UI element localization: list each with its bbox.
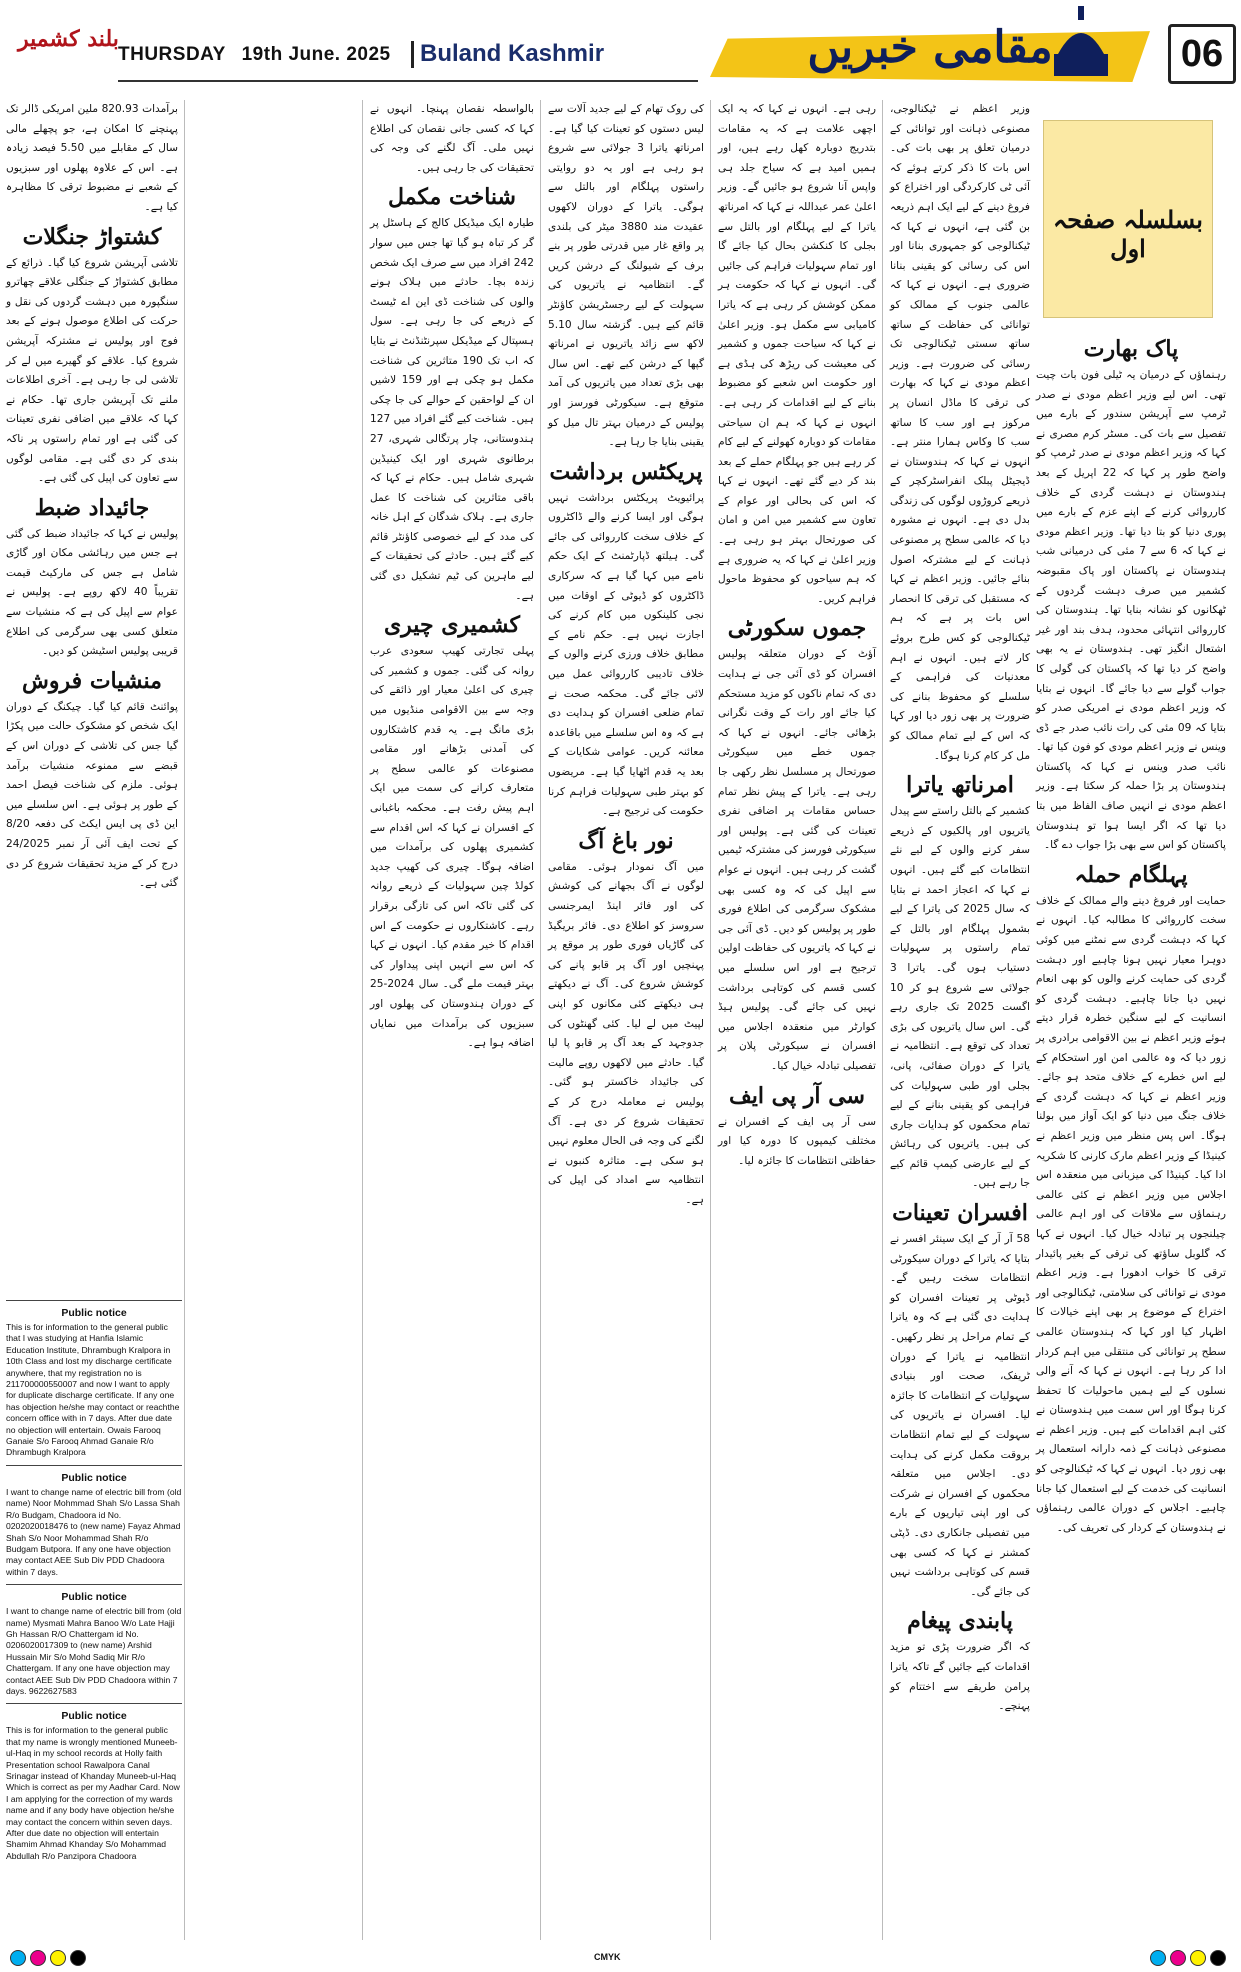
notice-title: Public notice [61, 1591, 127, 1604]
headline-pahalgam: پہلگام حملہ [1074, 861, 1188, 888]
headline-message: پابندی پیغام [907, 1608, 1013, 1635]
headline-property: جائیداد ضبط [34, 494, 150, 521]
article-text: برآمدات 820.93 ملین امریکی ڈالر تک پہنچنے کا امکان ہے، جو پچھلے مالی سال کے مقابلے میں 5.50 فیصد زیادہ ہے۔ اس کے علاوہ پھلوں اور سبزیوں کے شعبے نے مضبوط ترقی کا مظاہرہ کیا ہے۔ [6, 103, 178, 213]
newspaper-logo: بلند کشمیر [18, 26, 119, 52]
notice-body: I want to change name of electric bill from (old name) Noor Mohmmad Shah S/o Lassa Shah R/o Budgam, Chadoora id No. 0202020018476 to (new name) Fayaz Ahmad Shah S/o Noor Mohammad Shah R/o Budgam Butpora. If any one have objection may contact AEE Sub Div PDD Chadoora within 7 days. [6, 1486, 182, 1577]
article-text: پرائیویٹ پریکٹس برداشت نہیں ہوگی اور ایسا کرنے والے ڈاکٹروں کے خلاف سخت کارروائی کی جائے گی۔ ہیلتھ ڈپارٹمنٹ کے ایک حکم نامے میں کہا گیا ہے کہ سرکاری ڈاکٹروں کو ڈیوٹی کے اوقات میں نجی کلینکوں میں کام کرنے کی اجازت نہیں ہے۔ حکم نامے کے مطابق خلاف ورزی کرنے والوں کے خلاف تادیبی کارروائی عمل میں لائی جائے گی۔ محکمہ صحت نے تمام ضلعی افسران کو ہدایت دی ہے کہ وہ اس سلسلے میں باقاعدہ معائنہ کریں۔ عوامی شکایات کے بعد یہ قدم اٹھایا گیا ہے۔ مریضوں کو بہتر طبی سہولیات فراہم کرنا حکومت کی ترجیح ہے۔ [548, 491, 704, 818]
article-text: پولیس نے کہا کہ جائیداد ضبط کی گئی ہے جس میں رہائشی مکان اور گاڑی شامل ہے جس کی مارکیٹ قیمت تقریباً 40 لاکھ روپے ہے۔ پولیس نے عوام سے اپیل کی ہے کہ منشیات سے متعلق کسی بھی سرگرمی کی اطلاع قریبی پولیس اسٹیشن کو دیں۔ [6, 527, 178, 658]
black-swatch [70, 1950, 86, 1966]
page-number: 06 [1168, 24, 1236, 84]
public-notice [6, 1584, 182, 1703]
continuation-title: بسلسلہ صفحہ اول [1053, 205, 1203, 263]
masthead [0, 0, 1241, 96]
article-text: آؤٹ کے دوران متعلقہ پولیس افسران کو ڈی آئی جی نے ہدایت دی کہ تمام ناکوں کو مزید مستحکم کیا جائے اور رات کے وقت نگرانی بڑھائی جائے۔ انہوں نے کہا کہ جموں خطے میں سیکورٹی صورتحال پر مسلسل نظر رکھی جا رہی ہے۔ یاترا کے پیش نظر تمام حساس مقامات پر اضافی نفری تعینات کی گئی ہے۔ پولیس اور سیکورٹی فورسز کی مشترکہ ٹیمیں گشت کر رہی ہیں۔ انہوں نے عوام سے اپیل کی کہ وہ کسی بھی مشکوک سرگرمی کی اطلاع فوری طور پر پولیس کو دیں۔ ڈی آئی جی نے کہا کہ یاتریوں کی حفاظت اولین ترجیح ہے اور اس سلسلے میں کسی قسم کی کوتاہی برداشت نہیں کی جائے گی۔ پولیس ہیڈ کوارٹر میں منعقدہ اجلاس میں افسران نے سیکورٹی پلان پر تفصیلی تبادلہ خیال کیا۔ [718, 648, 876, 1072]
notice-body: This is for information to the general public that my name is wrongly mentioned Muneeb-ul-Haq in my school records at Holly faith Presentation school Rawalpora Canal Srinagar instead of Khanday Muneeb-ul-Haq Which is correct as per my Aadhar Card. Now I am applying for the correction of my wards name and if any body have objection he/she may contact the concern within seven days. After due date no objection will entertain Shamim Ahmad Khanday S/o Mohammad Abdullah R/o Panzipora Chadoora [6, 1725, 180, 1861]
notice-title: Public notice [61, 1471, 127, 1484]
article-text: بالواسطہ نقصان پہنچا۔ انہوں نے کہا کہ کسی جانی نقصان کی اطلاع نہیں ملی۔ آگ لگنے کی وجہ کی تحقیقات کی جا رہی ہیں۔ [370, 103, 534, 174]
notice-title: Public notice [61, 1307, 127, 1319]
headline-jammu-security: جموں سکورٹی [727, 615, 867, 642]
headline-cherry: کشمیری چیری [383, 612, 521, 639]
article-text: میں آگ نمودار ہوئی۔ مقامی لوگوں نے آگ بجھانے کی کوشش کی اور فائر اینڈ ایمرجنسی سروسز کو اطلاع دی۔ فائر بریگیڈ کی گاڑیاں فوری طور پر موقع پر پہنچیں اور آگ پر قابو پانے کی کوشش شروع کی۔ آگ نے دیکھتے ہی دیکھتے کئی مکانوں کو اپنی لپیٹ میں لے لیا۔ کئی گھنٹوں کی جدوجہد کے بعد آگ پر قابو پا لیا گیا۔ حادثے میں لاکھوں روپے مالیت کی جائیداد خاکستر ہو گئی۔ پولیس نے معاملہ درج کر کے تحقیقات شروع کر دی ہے۔ آگ لگنے کی وجہ فی الحال معلوم نہیں ہو سکی ہے۔ متاثرہ کنبوں نے انتظامیہ سے امداد کی اپیل کی ہے۔ [548, 860, 704, 1206]
article-text: طیارہ ایک میڈیکل کالج کے ہاسٹل پر گر کر تباہ ہو گیا تھا جس میں سوار 242 افراد میں سے صرف ایک شخص زندہ بچا۔ حادثے میں ہلاک ہونے والوں کی شناخت ڈی این اے ٹیسٹ کے ذریعے کی جا رہی ہے۔ سول ہسپتال کے میڈیکل سپرنٹنڈنٹ نے بتایا کہ اب تک 190 متاثرین کی شناخت مکمل ہو چکی ہے اور 159 لاشیں ان کے لواحقین کے حوالے کی جا چکی ہیں۔ شناخت کیے گئے افراد میں 127 ہندوستانی، چار پرتگالی شہری، 27 برطانوی شہری اور ایک کینیڈین شہری شامل ہیں۔ حکام نے کہا کہ باقی متاثرین کی شناخت کا عمل جاری ہے۔ ہلاک شدگان کے اہل خانہ کی مدد کے لیے خصوصی کاؤنٹر قائم کیے گئے ہیں۔ حادثے کی تحقیقات کے لیے ماہرین کی ٹیم تشکیل دی گئی ہے۔ [370, 217, 535, 602]
article-text: حمایت اور فروغ دینے والے ممالک کے خلاف سخت کارروائی کا مطالبہ کیا۔ انہوں نے کہا کہ دہشت گردی سے نمٹنے میں کوئی دوہرا معیار نہیں ہونا چاہیے اور دہشت گردی کی حمایت کرنے والوں کو بھی انعام نہیں دیا جانا چاہیے۔ دہشت گردی کو انسانیت کے لیے سنگین خطرہ قرار دیتے ہوئے وزیر اعظم نے بین الاقوامی برادری پر زور دیا کہ وہ عالمی امن اور استحکام کے لیے اس خطرے کے خلاف متحد ہو جائے۔ وزیر اعظم نے کہا کہ دہشت گردی کے خلاف جنگ میں دنیا کو ایک آواز میں بولنا ہوگا۔ اس پس منظر میں وزیر اعظم نے کینیڈا کے وزیر اعظم مارک کارنی کا شکریہ ادا کیا۔ کینیڈا کی میزبانی میں منعقدہ اس اجلاس میں وزیر اعظم نے کئی عالمی رہنماؤں سے ملاقات کی اور اہم عالمی چیلنجوں پر تبادلہ خیال کیا۔ انہوں نے کہا کہ گلوبل ساؤتھ کی ترقی کے بغیر پائیدار ترقی کا خواب ادھورا ہے۔ وزیر اعظم مودی نے توانائی کی سلامتی، ٹیکنالوجی اور اختراع کے موضوع پر بھی اپنے خیالات کا اظہار کیا اور کہا کہ ہندوستان عالمی سطح پر توانائی کی منتقلی میں اہم کردار ادا کر رہا ہے۔ انہوں نے کہا کہ آنے والی نسلوں کے لیے ہمیں ماحولیات کا تحفظ کرنا ہوگا اور اس سمت میں ہندوستان نے کئی اہم اقدامات کیے ہیں۔ وزیر اعظم نے مصنوعی ذہانت کے ذمہ دارانہ استعمال پر بھی زور دیا۔ انہوں نے کہا کہ ٹیکنالوجی کو انسانیت کی خدمت کے لیے استعمال کیا جانا چاہیے۔ اجلاس کے دوران عالمی رہنماؤں نے ہندوستان کے کردار کی تعریف کی۔ [1036, 894, 1226, 1534]
article-text: کہ اگر ضرورت پڑی تو مزید اقدامات کیے جائیں گے تاکہ یاترا پرامن طریقے سے اختتام کو پہنچے۔ [890, 1641, 1030, 1713]
issue-date [118, 44, 401, 66]
article-text: سی آر پی ایف کے افسران نے مختلف کیمپوں کا دورہ کیا اور حفاظتی انتظامات کا جائزہ لیا۔ [718, 1115, 876, 1167]
public-notice [6, 1300, 182, 1465]
notice-body: I want to change name of electric bill from (old name) Mysmati Mahra Banoo W/o Late Hajji Gh Hassan R/O Chattergam id No. 0206020017309 to (new name) Arshid Hussain Mir S/o Mohd Sadiq Mir R/o Chattergam. If any one have objection may contact AEE Sub Div PDD Chadoora within 7 days. 9622627583 [6, 1606, 182, 1696]
article-column-5 [370, 100, 534, 1054]
headline-practice: پریکٹس برداشت [549, 458, 703, 485]
cyan-swatch [1150, 1950, 1166, 1966]
article-column-2 [890, 100, 1030, 1717]
headline-officers: افسران تعینات [892, 1200, 1028, 1227]
yellow-swatch [1190, 1950, 1206, 1966]
headline-identification: شناخت مکمل [388, 184, 516, 211]
article-column-6 [6, 100, 178, 894]
public-notice [6, 1465, 182, 1584]
article-text: تلاشی آپریشن شروع کیا گیا۔ ذرائع کے مطابق کشتواڑ کے جنگلی علاقے چھاترو سنگپورہ میں دہشت گردوں کی نقل و حرکت کی اطلاع موصول ہونے کے بعد فوج اور پولیس نے مشترکہ آپریشن شروع کیا۔ علاقے کو گھیرے میں لے کر تلاشی لی جا رہی ہے۔ آخری اطلاعات ملنے تک آپریشن جاری تھا۔ حکام نے کہا کہ علاقے میں اضافی نفری تعینات کی گئی ہے اور تمام راستوں پر ناکہ بندی کر دی گئی ہے۔ مقامی لوگوں سے تعاون کی اپیل کی گئی ہے۔ [6, 256, 178, 485]
magenta-swatch [30, 1950, 46, 1966]
article-column-3 [718, 100, 876, 1171]
headline-pak-bharat: پاک بھارت [1083, 336, 1179, 362]
article-text: پہلی تجارتی کھیپ سعودی عرب روانہ کی گئی۔ جموں و کشمیر کی چیری کی اعلیٰ معیار اور ذائقے کی وجہ سے بین الاقوامی منڈیوں میں بڑی مانگ ہے۔ یہ قدم کاشتکاروں کی آمدنی بڑھانے اور مقامی مصنوعات کو عالمی سطح پر متعارف کرانے کی سمت میں ایک اہم پیش رفت ہے۔ محکمہ باغبانی کے افسران نے کہا کہ اس اقدام سے کشمیری پھلوں کی برآمدات میں اضافہ ہوگا۔ چیری کی کھیپ جدید کولڈ چین سہولیات کے ذریعے روانہ کی گئی تاکہ اس کی تازگی برقرار رہے۔ کاشتکاروں نے حکومت کے اس اقدام کا خیر مقدم کیا۔ انہوں نے کہا کہ اس سے انہیں اپنی پیداوار کی بہتر قیمت ملے گی۔ سال 2024-25 کے دوران ہندوستان کی پھلوں اور سبزیوں کی برآمدات میں نمایاں اضافہ ہوا ہے۔ [370, 645, 534, 1050]
headline-drug-peddler: منشیات فروش [22, 667, 162, 694]
headline-amarnath: امرناتھ یاترا [906, 772, 1014, 799]
public-notices [6, 1300, 182, 1868]
notice-body: This is for information to the general public that I was studying at Hanfia Islamic Education Institute, Dhrambugh Kralpora in 10th Class and lost my discharge certificate anywhere, that my registration no is 211700000550007 and now I want to apply for duplicate discharge certificate. If any one has objection he/she may contact or reachthe concern office with in 7 days. After due date no objection will entertain. Owais Farooq Ganaie S/o Farooq Ahmad Ganaie R/o Dhrambugh Kralpora [6, 1322, 180, 1458]
column-rule [184, 100, 185, 1940]
article-text: پوائنٹ قائم کیا گیا۔ چیکنگ کے دوران ایک شخص کو مشکوک حالت میں پکڑا گیا جس کی تلاشی کے دوران اس کے قبضے سے ممنوعہ منشیات برآمد ہوئی۔ ملزم کی شناخت فیصل احمد کے طور پر ہوئی ہے۔ اس سلسلے میں این ڈی پی ایس ایکٹ کی دفعہ 8/20 کے تحت ایف آئی آر نمبر 24/2025 درج کر کے مزید تحقیقات شروع کر دی گئی ہے۔ [6, 700, 178, 890]
article-column-1 [1036, 330, 1226, 1538]
continuation-box [1043, 120, 1213, 318]
print-footer [0, 1944, 1241, 1972]
mosque-dome-icon [1050, 6, 1112, 78]
column-rule [540, 100, 541, 1940]
public-notice [6, 1703, 182, 1868]
column-rule [882, 100, 883, 1940]
column-rule [710, 100, 711, 1940]
article-text: 58 آر آر کے ایک سینئر افسر نے بتایا کہ یاترا کے دوران سیکورٹی انتظامات سخت رہیں گے۔ ڈیوٹی پر تعینات افسران کو ہدایت دی گئی ہے کہ وہ یاترا کے تمام مراحل پر نظر رکھیں۔ انتظامیہ نے یاترا کے دوران ٹریفک، صحت اور بنیادی سہولیات کے انتظامات کا جائزہ لیا۔ افسران نے یاتریوں کی سہولت کے لیے تمام انتظامات بروقت مکمل کرنے کی ہدایت دی۔ اجلاس میں متعلقہ محکموں کے افسران نے شرکت کی اور اپنی تیاریوں کے بارے میں تفصیلی جانکاری دی۔ ڈپٹی کمشنر نے کہا کہ کسی بھی قسم کی کوتاہی برداشت نہیں کی جائے گی۔ [890, 1233, 1030, 1598]
column-rule [362, 100, 363, 1940]
headline-crpf: سی آر پی ایف [729, 1082, 865, 1109]
article-text: رہنماؤں کے درمیان یہ ٹیلی فون بات چیت تھی۔ اس لیے وزیر اعظم مودی نے صدر ٹرمپ سے آپریشن سندور کے بارے میں تفصیل سے بات کی۔ مسٹر کرم مصری نے کہا کہ وزیر اعظم مودی نے صدر ٹرمپ کو واضح طور پر کہا کہ 22 اپریل کے بعد ہندوستان نے دہشت گردی کے خلاف کارروائی کرنے کے اپنے عزم کے بارے میں پوری دنیا کو بتا دیا تھا۔ وزیر اعظم مودی نے کہا کہ 6 سے 7 مئی کی درمیانی شب ہندوستان نے پاکستان اور پاک مقبوضہ کشمیر میں صرف دہشت گردوں کے ٹھکانوں کو نشانہ بنایا تھا۔ ہندوستان کی کارروائی انتہائی محدود، ہدف بند اور غیر اشتعال انگیز تھی۔ ہندوستان نے یہ بھی واضح کر دیا تھا کہ پاکستان کی گولی کا جواب گولے سے دیا جائے گا۔ انہوں نے بتایا کہ وزیر اعظم مودی نے امریکی صدر کو بتایا کہ 09 مئی کی رات نائب صدر جے ڈی وینس نے وزیر اعظم مودی کو فون کیا تھا۔ نائب صدر وینس نے کہا کہ پاکستان ہندوستان پر بڑا حملہ کر سکتا ہے۔ وزیر اعظم مودی نے انہیں صاف الفاظ میں بتا دیا تھا کہ اگر ایسا ہوا تو ہندوستان پاکستان کو اس سے بھی بڑا جواب دے گا۔ [1036, 369, 1226, 852]
weekday: THURSDAY [118, 44, 226, 65]
black-swatch [1210, 1950, 1226, 1966]
header-underline [118, 80, 698, 82]
magenta-swatch [1170, 1950, 1186, 1966]
article-text: رہی ہے۔ انہوں نے کہا کہ یہ ایک اچھی علامت ہے کہ یہ مقامات بتدریج دوبارہ کھل رہے ہیں، اور ہمیں امید ہے کہ سیاح جلد ہی واپس آنا شروع ہو جائیں گے۔ وزیر اعلیٰ عمر عبداللہ نے کہا کہ امرناتھ یاترا کے لیے پہلگام اور بالتل سے بجلی کا کنکشن بحال کیا جائے گا اور تمام سہولیات فراہم کی جائیں گی۔ انہوں نے کہا کہ حکومت ہر ممکن کوشش کر رہی ہے کہ یاترا کامیابی سے مکمل ہو۔ وزیر اعلیٰ نے کہا کہ سیاحت جموں و کشمیر کی معیشت کی ریڑھ کی ہڈی ہے اور حکومت اس شعبے کو مضبوط بنانے کے لیے اقدامات کر رہی ہے۔ انہوں نے کہا کہ ہم ان سیاحتی مقامات کو دوبارہ کھولنے کے لیے کام کر رہے ہیں جو پہلگام حملے کے بعد بند کر دیے گئے تھے۔ انہوں نے کہا کہ اس کی بحالی اور عوام کے تعاون سے کشمیر میں امن و امان کی صورتحال بہتر ہو رہی ہے۔ وزیر اعلیٰ نے کہا کہ یہ ضروری ہے کہ ہم سیاحوں کو محفوظ ماحول فراہم کریں۔ [718, 103, 876, 605]
cyan-swatch [10, 1950, 26, 1966]
section-title: مقامی خبریں [807, 22, 1053, 73]
yellow-swatch [50, 1950, 66, 1966]
article-text: کشمیر کے بالتل راستے سے پیدل یاتریوں اور پالکیوں کے ذریعے سفر کرنے والوں کے لیے نئے انتظامات کیے گئے ہیں۔ انہوں نے کہا کہ اعجاز احمد نے بتایا کہ سال 2025 کی یاترا کے لیے بشمول پہلگام اور بالتل کے تمام راستوں پر سہولیات دستیاب ہوں گی۔ یاترا 3 جولائی سے شروع ہو کر 10 اگست 2025 تک جاری رہے گی۔ اس سال یاتریوں کی بڑی تعداد کی توقع ہے۔ انتظامیہ نے یاترا کے دوران صفائی، پانی، بجلی اور طبی سہولیات کی فراہمی کو یقینی بنانے کے لیے تمام محکموں کو ہدایات جاری کی ہیں۔ یاتریوں کی رہائش کے لیے عارضی کیمپ قائم کیے جا رہے ہیں۔ [890, 805, 1030, 1190]
article-text: کی روک تھام کے لیے جدید آلات سے لیس دستوں کو تعینات کیا گیا ہے۔ امرناتھ یاترا 3 جولائی سے شروع ہو رہی ہے اور یہ دو روایتی راستوں پہلگام اور بالتل سے ہوگی۔ یاترا کے دوران لاکھوں عقیدت مند 3880 میٹر کی بلندی پر واقع غار میں قدرتی طور پر بنے برف کے شیولنگ کے درشن کریں گے۔ انتظامیہ نے یاتریوں کی سہولت کے لیے رجسٹریشن کاؤنٹر قائم کیے ہیں۔ گزشتہ سال 5.10 لاکھ سے زائد یاتریوں نے امرناتھ گپھا کے درشن کیے تھے۔ اس سال بھی بڑی تعداد میں یاتریوں کی آمد متوقع ہے۔ سیکورٹی فورسز اور پولیس کے درمیان بہتر تال میل کو یقینی بنایا جا رہا ہے۔ [548, 103, 704, 449]
article-text: وزیر اعظم نے ٹیکنالوجی، مصنوعی ذہانت اور توانائی کے درمیان تعلق پر بھی بات کی۔ اس بات کا ذکر کرتے ہوئے کہ آئی ٹی کارکردگی اور اختراع کو فروغ دینے کے لیے ایک اہم ذریعہ بن گئی ہے، انہوں نے کہا کہ ٹیکنالوجی کو جمہوری بنانا اور اس کی رسائی کو یقینی بنانا ضروری ہے۔ انہوں نے کہا کہ عالمی جنوب کے ممالک کو توانائی کی حفاظت کے ساتھ ساتھ سستی ٹیکنالوجی تک رسائی کی ضرورت ہے۔ وزیر اعظم مودی نے کہا کہ بھارت کی ترقی کا ماڈل انسان پر مرکوز ہے اور سب کا ساتھ سب کا وکاس ہمارا منتر ہے۔ انہوں نے کہا کہ ہندوستان نے ڈیجیٹل پبلک انفراسٹرکچر کے ذریعے کروڑوں لوگوں کی زندگی بدل دی ہے۔ انہوں نے مشورہ دیا کہ عالمی سطح پر مصنوعی ذہانت کے لیے مشترکہ اصول بنائے جائیں۔ وزیر اعظم نے کہا کہ مستقبل کی ترقی کا انحصار اس بات پر ہے کہ ہم ٹیکنالوجی کو کس طرح بروئے کار لاتے ہیں۔ انہوں نے اہم معدنیات کی فراہمی کے سلسلے کو محفوظ بنانے کی ضرورت پر بھی زور دیا اور کہا کہ اس کے لیے تمام ممالک کو مل کر کام کرنا ہوگا۔ [890, 103, 1030, 762]
cmyk-label: CMYK [594, 1952, 621, 1962]
notice-title: Public notice [61, 1710, 127, 1723]
date-text: 19th June. 2025 [241, 44, 391, 65]
article-column-4 [548, 100, 704, 1210]
header-divider [411, 41, 414, 68]
brand-name: Buland Kashmir [420, 40, 605, 67]
headline-kishtwar: کشتواڑ جنگلات [22, 223, 162, 250]
headline-fire: نور باغ آگ [578, 827, 674, 854]
